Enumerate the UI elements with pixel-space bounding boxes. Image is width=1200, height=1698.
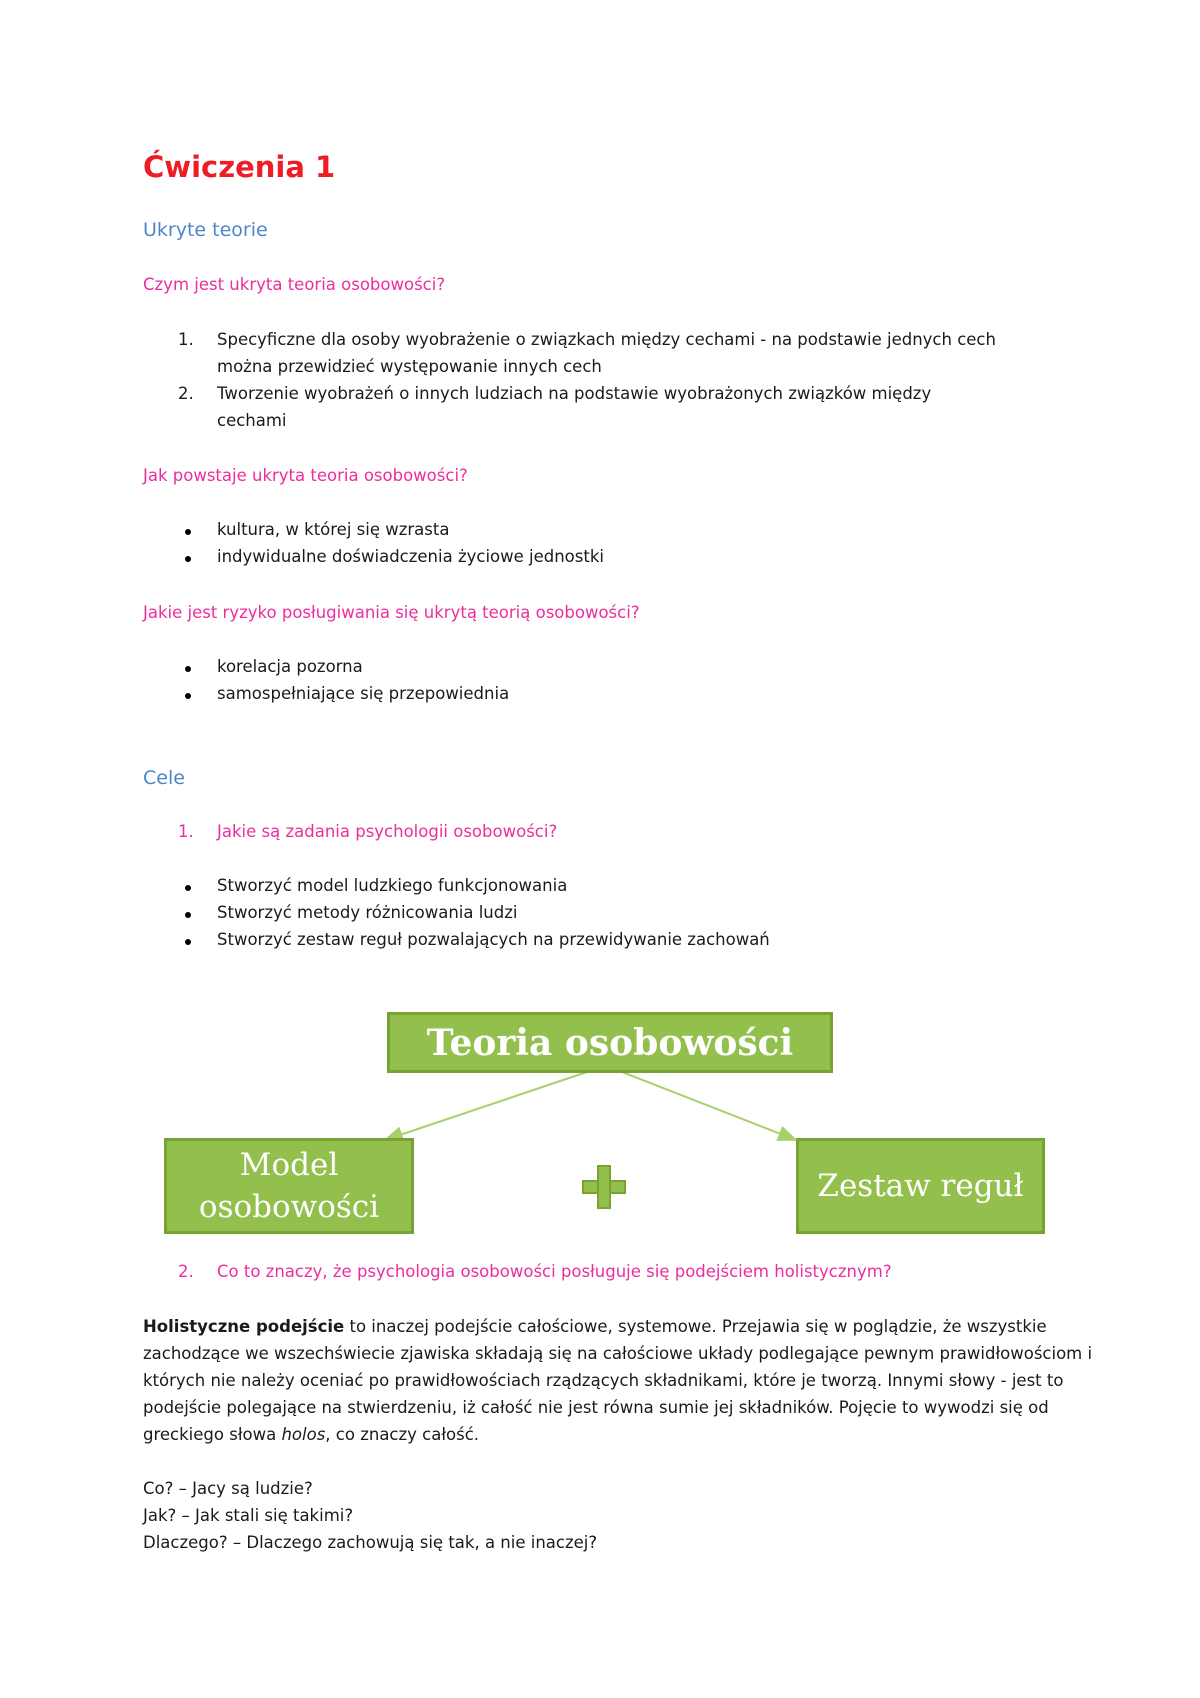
paragraph-bold-lead: Holistyczne podejście <box>143 1317 345 1336</box>
question-1: Czym jest ukryta teoria osobowości? <box>143 275 446 294</box>
diagram-box-top <box>387 1012 833 1073</box>
question-5: Co to znaczy, że psychologia osobowości posługuje się podejściem holistycznym? <box>217 1262 892 1281</box>
question-2: Jak powstaje ukryta teoria osobowości? <box>143 466 468 485</box>
paragraph-text-2: , co znaczy całość. <box>325 1425 480 1444</box>
list-item-text: samospełniające się przepowiednia <box>217 684 510 703</box>
qa-question: Co? <box>143 1479 174 1498</box>
list-item-text: Stworzyć metody różnicowania ludzi <box>217 903 518 922</box>
list-item-text: cechami <box>217 411 287 430</box>
list-item-text: Stworzyć zestaw reguł pozwalających na przewidywanie zachowań <box>217 930 770 949</box>
list-item-text: Specyficzne dla osoby wyobrażenie o związkach między cechami - na podstawie jednych cech <box>217 330 996 349</box>
list-item-text: Tworzenie wyobrażeń o innych ludziach na podstawie wyobrażonych związków między <box>217 384 932 403</box>
list-number: 2. <box>178 384 194 403</box>
qa-answer: – Jak stali się takimi? <box>176 1506 354 1525</box>
diagram-box-left <box>164 1138 414 1234</box>
diagram-left-label-line1: Model <box>239 1147 339 1183</box>
paragraph-holistic <box>143 1313 1093 1448</box>
qa-line <box>143 1533 597 1552</box>
diagram-right-label: Zestaw reguł <box>817 1168 1024 1204</box>
qa-question: Dlaczego? <box>143 1533 228 1552</box>
list-number: 1. <box>178 330 194 349</box>
arrow-right <box>622 1072 796 1140</box>
list-item-text: indywidualne doświadczenia życiowe jednostki <box>217 547 604 566</box>
qa-line <box>143 1479 313 1498</box>
qa-answer: – Dlaczego zachowują się tak, a nie inaczej? <box>227 1533 598 1552</box>
list-item-text: można przewidzieć występowanie innych cech <box>217 357 602 376</box>
list-number: 2. <box>178 1262 194 1281</box>
diagram-left-label-line2: osobowości <box>198 1189 380 1225</box>
list-number: 1. <box>178 822 194 841</box>
section-heading-ukryte: Ukryte teorie <box>143 219 268 241</box>
arrow-left <box>385 1072 587 1140</box>
paragraph-text-1: to inaczej podejście całościowe, systemowe. Przejawia się w poglądzie, że wszystkie zachodzące we wszechświecie zjawiska składają się na całościowe układy podlegające pewnym prawidłowościom i których nie należy oceniać po prawidłowościach rządzących składnikami, które je tworzą. Innymi słowy - jest to podejście polegające na stwierdzeniu, iż całość nie jest równa sumie jej składników. Pojęcie to wywodzi się od greckiego słowa <box>143 1317 1093 1444</box>
list-item-text: korelacja pozorna <box>217 657 363 676</box>
list-item-text: kultura, w której się wzrasta <box>217 520 450 539</box>
question-4: Jakie są zadania psychologii osobowości? <box>217 822 558 841</box>
question-3: Jakie jest ryzyko posługiwania się ukrytą teorią osobowości? <box>143 603 640 622</box>
diagram-top-label: Teoria osobowości <box>426 1021 794 1064</box>
qa-answer: – Jacy są ludzie? <box>173 1479 313 1498</box>
page-title: Ćwiczenia 1 <box>143 150 336 184</box>
qa-line <box>143 1506 353 1525</box>
paragraph-italic-word: holos <box>281 1425 326 1444</box>
section-heading-cele: Cele <box>143 767 185 789</box>
list-item-text: Stworzyć model ludzkiego funkcjonowania <box>217 876 568 895</box>
diagram-box-right <box>796 1138 1045 1234</box>
qa-question: Jak? <box>143 1506 177 1525</box>
